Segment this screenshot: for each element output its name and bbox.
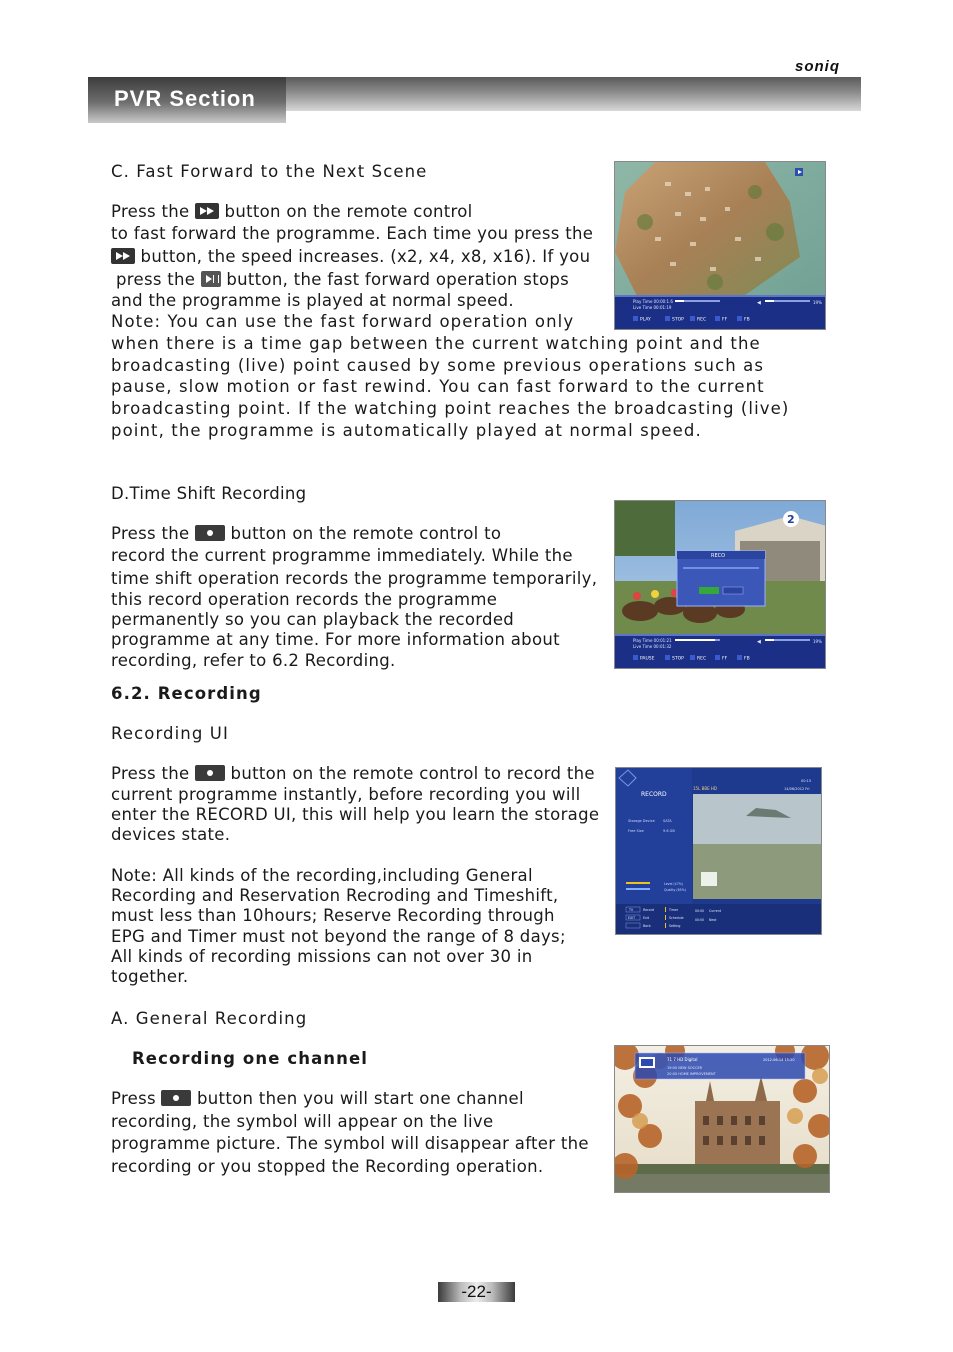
svg-text:Live Time 00:01:32: Live Time 00:01:32 [633, 644, 672, 649]
recording-ui-heading: Recording UI [111, 724, 229, 743]
svg-text:Schedule: Schedule [669, 916, 684, 920]
recording-note-5: All kinds of recording missions can not over 30 in [111, 947, 533, 966]
page-number: -22- [438, 1282, 515, 1302]
section-d-line-7: recording, refer to 6.2 Recording. [111, 651, 396, 670]
section-title: PVR Section [114, 86, 256, 111]
svg-text:Play Time 00:01:21: Play Time 00:01:21 [633, 638, 672, 643]
section-c-line-3: button, the speed increases. (x2, x4, x8, x16). If you [111, 246, 590, 267]
svg-text:9.6 GB: 9.6 GB [663, 829, 675, 833]
section-c-note-2: when there is a time gap between the current watching point and the [111, 334, 761, 353]
section-d-line-3: time shift operation records the programme temporarily, [111, 569, 598, 588]
svg-text:Back: Back [643, 924, 651, 928]
recording-one-channel-heading: Recording one channel [132, 1049, 369, 1068]
svg-text:19%: 19% [813, 300, 822, 305]
svg-text:◀: ◀ [757, 639, 761, 645]
svg-text:Current: Current [709, 909, 721, 913]
svg-text:2012-06-14 15:20: 2012-06-14 15:20 [763, 1058, 795, 1062]
svg-text:Record: Record [643, 908, 655, 912]
section-c-note-1: Note: You can use the fast forward operation only [111, 312, 575, 331]
svg-text:STOP: STOP [672, 317, 684, 323]
recording-line-3: enter the RECORD UI, this will help you learn the storage [111, 805, 600, 824]
fast-forward-icon [111, 248, 135, 264]
svg-text:Next: Next [709, 918, 717, 922]
general-line-1: Press button then you will start one channel [111, 1089, 524, 1108]
fast-forward-icon [195, 203, 219, 219]
section-d-line-6: programme at any time. For more information about [111, 630, 560, 649]
play-pause-icon [201, 271, 221, 287]
svg-text:FF: FF [722, 656, 728, 662]
record-icon [195, 525, 225, 541]
svg-text:20:00 HOME IMPROVEMENT: 20:00 HOME IMPROVEMENT [667, 1072, 716, 1076]
record-ui-title: RECORD [641, 791, 667, 798]
section-c-line-2: to fast forward the programme. Each time you press the [111, 224, 594, 243]
svg-text:15L BBE HD: 15L BBE HD [693, 786, 717, 791]
svg-text:Quality (65%): Quality (65%) [664, 888, 686, 892]
svg-text:REC: REC [697, 317, 707, 323]
svg-text:Storage Device: Storage Device [628, 819, 655, 823]
fast-forward-screenshot [614, 161, 826, 330]
section-c-heading: C. Fast Forward to the Next Scene [111, 162, 428, 181]
svg-text:Setting: Setting [669, 924, 681, 928]
svg-text:19:00 NEW SOCCER: 19:00 NEW SOCCER [667, 1066, 703, 1070]
section-c-note-6: point, the programme is automatically played at normal speed. [111, 421, 702, 440]
recording-note-2: Recording and Reservation Recroding and Timeshift, [111, 886, 559, 905]
recording-line-2: current programme instantly, before recording you will [111, 785, 581, 804]
live-time-label: Live Time 00:01:19 [633, 305, 672, 310]
record-icon [161, 1090, 191, 1106]
section-d-heading: D.Time Shift Recording [111, 484, 307, 503]
svg-text:19%: 19% [813, 639, 822, 644]
section-d-line-2: record the current programme immediately. While the [111, 546, 573, 565]
svg-text:EXIT: EXIT [628, 916, 636, 920]
recording-note-3: must less than 10hours; Reserve Recording through [111, 906, 555, 925]
recording-note-6: together. [111, 967, 189, 986]
svg-text:TV: TV [629, 908, 634, 912]
recording-line-1: Press the button on the remote control to record the [111, 764, 595, 783]
svg-text:PAUSE: PAUSE [640, 656, 655, 662]
general-line-4: recording or you stopped the Recording operation. [111, 1157, 544, 1176]
svg-text:FF: FF [722, 317, 728, 323]
time-shift-screenshot [614, 500, 826, 669]
section-c-line-1: Press the button on the remote control [111, 202, 473, 221]
general-recording-heading: A. General Recording [111, 1009, 308, 1028]
svg-text:Free Size: Free Size [628, 829, 644, 833]
svg-text:14/06/2012 Fri: 14/06/2012 Fri [784, 787, 810, 791]
svg-text:STOP: STOP [672, 656, 684, 662]
svg-text:Exit: Exit [643, 916, 650, 920]
brand-logo: soniq [795, 58, 840, 75]
recording-heading: 6.2. Recording [111, 684, 262, 703]
svg-text:SATA: SATA [663, 819, 672, 823]
svg-text:FB: FB [744, 656, 750, 662]
section-c-line-4: press the button, the fast forward operation stops [116, 270, 570, 289]
recording-line-4: devices state. [111, 825, 231, 844]
svg-text:PLAY: PLAY [640, 317, 651, 323]
svg-text:FB: FB [744, 317, 750, 323]
channel-badge: 2 [787, 513, 795, 526]
svg-text:Level (47%): Level (47%) [664, 882, 683, 886]
section-c-note-3: broadcasting (live) point caused by some previous operations such as [111, 356, 765, 375]
svg-text:71 7 HD Digital: 71 7 HD Digital [667, 1057, 698, 1062]
svg-text:00:15: 00:15 [801, 779, 812, 783]
live-programme-screenshot [614, 1045, 830, 1193]
svg-text:◀: ◀ [757, 300, 761, 306]
dialog-title: RECO [711, 553, 726, 559]
section-c-note-4: pause, slow motion or fast rewind. You can fast forward to the current [111, 377, 765, 396]
svg-text:REC: REC [697, 656, 707, 662]
section-d-line-4: this record operation records the programme [111, 590, 498, 609]
record-ui-screenshot [615, 767, 822, 935]
svg-text:Timer: Timer [669, 908, 679, 912]
section-d-line-5: permanently so you can playback the recorded [111, 610, 515, 629]
recording-note-4: EPG and Timer must not beyond the range of 8 days; [111, 927, 566, 946]
section-c-note-5: broadcasting point. If the watching point reaches the broadcasting (live) [111, 399, 790, 418]
general-line-2: recording, the symbol will appear on the live [111, 1112, 494, 1131]
play-time-label: Play Time 00:00:1.6 [633, 299, 673, 304]
svg-text:00:00: 00:00 [695, 909, 705, 913]
recording-note-1: Note: All kinds of the recording,including General [111, 866, 533, 885]
section-d-line-1: Press the button on the remote control to [111, 524, 502, 543]
general-line-3: programme picture. The symbol will disappear after the [111, 1134, 589, 1153]
record-icon [195, 765, 225, 781]
svg-text:00:00: 00:00 [695, 918, 705, 922]
section-c-line-5: and the programme is played at normal speed. [111, 291, 514, 310]
